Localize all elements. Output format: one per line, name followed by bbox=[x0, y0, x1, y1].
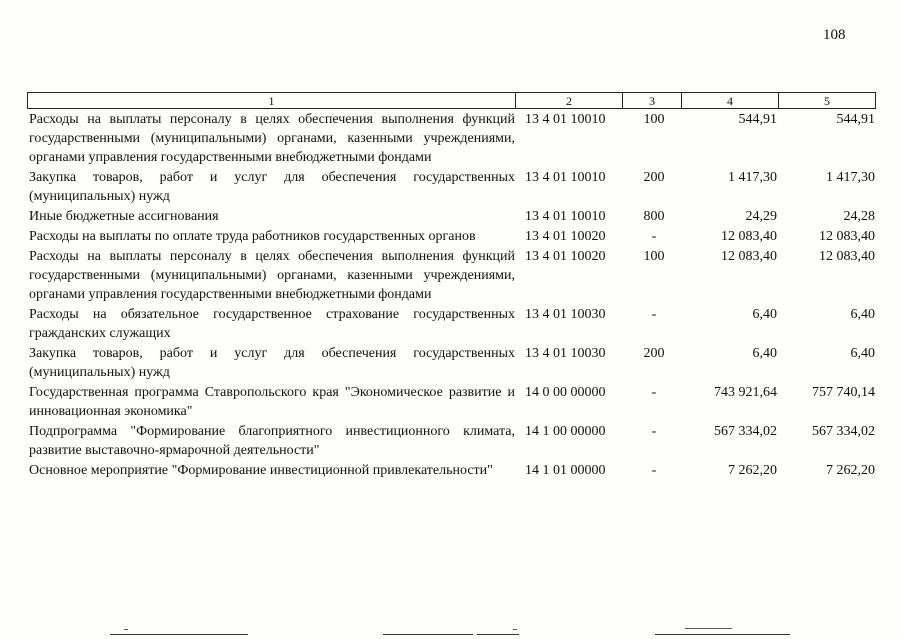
table-row bbox=[29, 168, 879, 206]
footer-tick-left bbox=[124, 629, 128, 630]
row-value-2: 7 262,20 bbox=[826, 463, 875, 478]
row-type: - bbox=[651, 307, 657, 322]
row-code: 13 4 01 10020 bbox=[525, 249, 606, 264]
row-name: Подпрограмма "Формирование благоприятного инвестиционного климата, развитие выставочно-ярмарочной деятельности" bbox=[29, 424, 515, 458]
row-value-1: 6,40 bbox=[752, 307, 777, 322]
row-value-2: 544,91 bbox=[836, 112, 875, 127]
row-code: 14 0 00 00000 bbox=[525, 385, 606, 400]
row-code: 13 4 01 10010 bbox=[525, 112, 606, 127]
table-row bbox=[29, 383, 879, 421]
page-number: 108 bbox=[823, 27, 846, 43]
row-name: Расходы на выплаты персоналу в целях обеспечения выполнения функций государственными (муниципальными) органами, казенными учреждениями, органами управления государственными внебюджетными фондами bbox=[29, 112, 515, 165]
footer-rule-center-2 bbox=[477, 634, 519, 635]
row-code: 13 4 01 10020 bbox=[525, 229, 606, 244]
row-value-1: 544,91 bbox=[738, 112, 777, 127]
row-name: Основное мероприятие "Формирование инвестиционной привлекательности" bbox=[29, 463, 493, 478]
column-header-table bbox=[27, 92, 876, 109]
row-value-2: 6,40 bbox=[850, 307, 875, 322]
row-name: Расходы на выплаты персоналу в целях обеспечения выполнения функций государственными (муниципальными) органами, казенными учреждениями, органами управления государственными внебюджетными фондами bbox=[29, 249, 515, 302]
table-row bbox=[29, 422, 879, 460]
column-header-5: 5 bbox=[779, 93, 876, 109]
column-header-4: 4 bbox=[682, 93, 779, 109]
table-row bbox=[29, 461, 879, 480]
table-row bbox=[29, 227, 879, 246]
row-value-1: 743 921,64 bbox=[714, 385, 777, 400]
row-value-1: 12 083,40 bbox=[721, 229, 777, 244]
row-value-2: 12 083,40 bbox=[819, 249, 875, 264]
row-name: Закупка товаров, работ и услуг для обеспечения государственных (муниципальных) нужд bbox=[29, 346, 515, 380]
table-row bbox=[29, 207, 879, 226]
row-type: 200 bbox=[643, 346, 665, 361]
row-code: 14 1 00 00000 bbox=[525, 424, 606, 439]
footer-rule-right bbox=[655, 634, 790, 635]
table-row bbox=[29, 344, 879, 382]
row-value-2: 6,40 bbox=[850, 346, 875, 361]
budget-table-body bbox=[29, 110, 879, 481]
row-code: 13 4 01 10010 bbox=[525, 209, 606, 224]
row-name: Государственная программа Ставропольского края "Экономическое развитие и инновационная экономика" bbox=[29, 385, 515, 419]
row-code: 14 1 01 00000 bbox=[525, 463, 606, 478]
row-name: Расходы на обязательное государственное страхование государственных гражданских служащих bbox=[29, 307, 515, 341]
row-type: - bbox=[651, 385, 657, 400]
row-value-1: 567 334,02 bbox=[714, 424, 777, 439]
row-value-1: 12 083,40 bbox=[721, 249, 777, 264]
table-row bbox=[29, 110, 879, 167]
column-header-2: 2 bbox=[516, 93, 623, 109]
row-value-1: 6,40 bbox=[752, 346, 777, 361]
row-name: Расходы на выплаты по оплате труда работников государственных органов bbox=[29, 229, 476, 244]
row-code: 13 4 01 10010 bbox=[525, 170, 606, 185]
row-value-1: 7 262,20 bbox=[728, 463, 777, 478]
footer-tick-center bbox=[513, 629, 517, 630]
row-type: 200 bbox=[643, 170, 665, 185]
row-type: 100 bbox=[643, 249, 665, 264]
column-header-3: 3 bbox=[623, 93, 682, 109]
table-row bbox=[29, 305, 879, 343]
row-value-2: 1 417,30 bbox=[826, 170, 875, 185]
row-value-2: 757 740,14 bbox=[812, 385, 875, 400]
row-type: - bbox=[651, 463, 657, 478]
column-header-1: 1 bbox=[28, 93, 516, 109]
row-code: 13 4 01 10030 bbox=[525, 307, 606, 322]
row-value-2: 24,28 bbox=[843, 209, 875, 224]
footer-tick-right bbox=[685, 628, 732, 629]
row-value-2: 567 334,02 bbox=[812, 424, 875, 439]
row-type: - bbox=[651, 424, 657, 439]
footer-rule-left bbox=[110, 634, 248, 635]
footer-rule-center bbox=[383, 634, 473, 635]
row-type: 800 bbox=[643, 209, 665, 224]
row-type: - bbox=[651, 229, 657, 244]
row-name: Закупка товаров, работ и услуг для обеспечения государственных (муниципальных) нужд bbox=[29, 170, 515, 204]
row-code: 13 4 01 10030 bbox=[525, 346, 606, 361]
row-value-2: 12 083,40 bbox=[819, 229, 875, 244]
row-type: 100 bbox=[643, 112, 665, 127]
row-value-1: 1 417,30 bbox=[728, 170, 777, 185]
table-row bbox=[29, 247, 879, 304]
row-value-1: 24,29 bbox=[745, 209, 777, 224]
row-name: Иные бюджетные ассигнования bbox=[29, 209, 219, 224]
